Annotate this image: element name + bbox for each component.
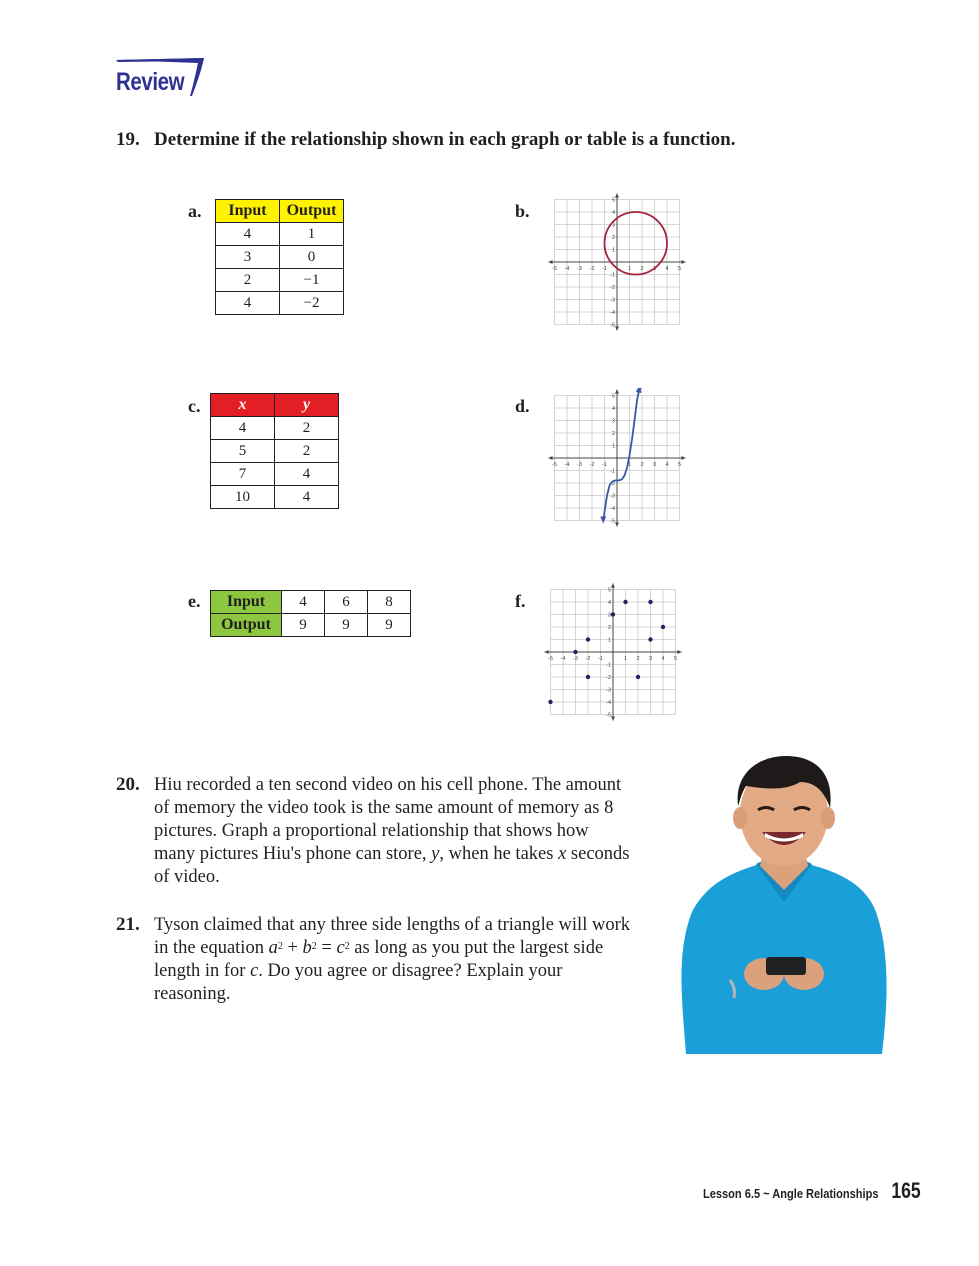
y-tick-label: 4 [611, 210, 615, 216]
table-header: x [211, 394, 275, 417]
x-tick-label: -2 [589, 462, 595, 468]
table-row [211, 417, 339, 440]
x-tick-label: -4 [560, 656, 566, 662]
scatter-point [648, 637, 652, 641]
table-cell: 3 [216, 246, 280, 269]
variable-c: c [336, 938, 345, 958]
x-tick-label: -2 [589, 266, 595, 272]
table-cell: 8 [368, 591, 411, 614]
y-tick-label: -5 [606, 712, 611, 719]
question-number: 21. [116, 914, 140, 935]
exponent: 2 [344, 941, 350, 952]
table-cell: 9 [368, 614, 411, 637]
x-tick-label: 2 [640, 266, 644, 272]
footer-lesson-title: Lesson 6.5 ~ Angle Relationships [702, 1186, 878, 1201]
table-row [211, 440, 339, 463]
x-tick-label: 1 [627, 266, 632, 272]
table-cell: 4 [211, 417, 275, 440]
question-text [154, 914, 634, 1006]
table-row [211, 591, 411, 614]
table-row [216, 223, 344, 246]
text-run: seconds of video. [154, 844, 630, 887]
x-tick-label: -1 [602, 462, 607, 468]
text-run: as long as you put the largest side length in for [154, 938, 604, 981]
table-cell: −1 [280, 269, 344, 292]
table-row [211, 486, 339, 509]
part-label-e: e. [188, 591, 201, 611]
table-cell: 4 [282, 591, 325, 614]
y-tick-label: 5 [607, 587, 611, 594]
graph-b-circle [544, 192, 690, 332]
table-cell: 2 [275, 417, 339, 440]
y-tick-label: 5 [611, 393, 615, 400]
y-tick-label: 3 [611, 222, 615, 229]
y-tick-label: 1 [611, 443, 615, 450]
table-cell: 10 [211, 486, 275, 509]
table-cell: 1 [280, 223, 344, 246]
scatter-point [586, 675, 590, 679]
y-tick-label: -3 [606, 687, 611, 694]
x-tick-label: 3 [652, 266, 657, 272]
y-tick-label: -5 [610, 518, 615, 525]
part-label-a: a. [188, 201, 202, 221]
scatter-point [611, 612, 615, 616]
y-tick-label: 1 [611, 247, 615, 254]
y-tick-label: 3 [611, 418, 615, 425]
scatter-point [636, 675, 640, 679]
table-row [216, 292, 344, 315]
operator: = [316, 938, 337, 958]
x-tick-label: 5 [673, 656, 678, 662]
scatter-point [573, 650, 577, 654]
table-cell: 4 [216, 223, 280, 246]
exponent: 2 [277, 941, 283, 952]
scatter-point [661, 625, 665, 629]
question-text [154, 774, 634, 889]
x-tick-label: -5 [552, 462, 557, 468]
curve-arrow-bottom [600, 517, 606, 524]
y-tick-label: -4 [610, 310, 615, 316]
table-header: Output [280, 200, 344, 223]
y-tick-label: -3 [610, 493, 615, 500]
text-run: Hiu recorded a ten second video on his cell phone. The amount of memory the video took is the same amount of memory as 8 pictures. Graph a proportional relationship that shows how many pictures Hiu's phone can store, [154, 775, 622, 864]
circle-series [605, 212, 668, 275]
y-tick-label: -2 [606, 675, 611, 681]
table-cell: 0 [280, 246, 344, 269]
variable-y: y [431, 844, 440, 864]
x-tick-label: -2 [585, 656, 591, 662]
x-tick-label: -5 [548, 656, 553, 662]
table-cell: 2 [275, 440, 339, 463]
table-header: Output [211, 614, 282, 637]
page-number: 165 [891, 1178, 921, 1203]
y-tick-label: -2 [610, 285, 615, 291]
table-row [211, 614, 411, 637]
text-run: Tyson claimed that any three side lengths of a triangle will work in the equation [154, 915, 630, 958]
variable-a: a [268, 938, 278, 958]
x-tick-label: -3 [577, 462, 582, 468]
y-tick-label: 2 [611, 431, 615, 437]
table-header: Input [216, 200, 280, 223]
question-text: Determine if the relationship shown in each graph or table is a function. [154, 129, 736, 150]
x-tick-label: 4 [665, 266, 669, 272]
y-tick-label: 3 [607, 612, 611, 619]
y-tick-label: -1 [610, 468, 615, 475]
table-cell: 5 [211, 440, 275, 463]
text-run: . Do you agree or disagree? Explain your reasoning. [154, 961, 563, 1004]
table-cell: 7 [211, 463, 275, 486]
boy-with-phone-photo [668, 752, 900, 1054]
operator: + [282, 938, 303, 958]
scatter-point [623, 600, 627, 604]
question-number: 20. [116, 774, 140, 795]
table-header: y [275, 394, 339, 417]
table-cell: 4 [275, 486, 339, 509]
graph-d-curve [544, 388, 690, 528]
x-tick-label: 4 [661, 656, 665, 662]
x-tick-label: -1 [602, 266, 607, 272]
x-tick-label: 2 [636, 656, 640, 662]
scatter-point [648, 600, 652, 604]
table-cell: 9 [282, 614, 325, 637]
x-tick-label: 2 [640, 462, 644, 468]
x-tick-label: 1 [623, 656, 628, 662]
y-tick-label: -4 [606, 700, 611, 706]
variable-b: b [302, 938, 312, 958]
x-tick-label: -1 [598, 656, 603, 662]
table-cell: 4 [216, 292, 280, 315]
xy-table-c [210, 393, 339, 509]
part-label-b: b. [515, 201, 530, 221]
x-tick-label: 3 [652, 462, 657, 468]
y-tick-label: 2 [611, 235, 615, 241]
x-tick-label: -5 [552, 266, 557, 272]
y-tick-label: -1 [610, 272, 615, 279]
table-row [211, 463, 339, 486]
variable-x: x [558, 844, 567, 864]
y-tick-label: -5 [610, 322, 615, 329]
scatter-point [548, 700, 552, 704]
question-number: 19. [116, 129, 140, 150]
part-label-f: f. [515, 591, 526, 611]
x-tick-label: 3 [648, 656, 653, 662]
x-tick-label: -3 [577, 266, 582, 272]
exponent: 2 [311, 941, 317, 952]
y-tick-label: 1 [607, 637, 611, 644]
table-row [216, 246, 344, 269]
table-cell: 6 [325, 591, 368, 614]
text-run: , when he takes [439, 844, 559, 864]
section-title: Review [116, 68, 185, 96]
y-tick-label: -1 [606, 662, 611, 669]
scatter-point [586, 637, 590, 641]
input-output-table-e [210, 590, 411, 637]
table-header: Input [211, 591, 282, 614]
x-tick-label: 4 [665, 462, 669, 468]
x-tick-label: 5 [677, 266, 682, 272]
part-label-d: d. [515, 396, 530, 416]
x-tick-label: -3 [573, 656, 578, 662]
variable-c: c [250, 961, 259, 981]
table-cell: 4 [275, 463, 339, 486]
x-tick-label: -4 [564, 266, 570, 272]
x-tick-label: -4 [564, 462, 570, 468]
graph-f-scatter [540, 582, 686, 722]
table-cell: 2 [216, 269, 280, 292]
y-tick-label: 2 [607, 625, 611, 631]
x-tick-label: 1 [627, 462, 632, 468]
part-label-c: c. [188, 396, 201, 416]
y-tick-label: -4 [610, 506, 615, 512]
input-output-table-a [215, 199, 344, 315]
x-tick-label: 5 [677, 462, 682, 468]
y-tick-label: 5 [611, 197, 615, 204]
y-tick-label: 4 [611, 406, 615, 412]
table-cell: −2 [280, 292, 344, 315]
table-cell: 9 [325, 614, 368, 637]
table-row [216, 269, 344, 292]
y-tick-label: -3 [610, 297, 615, 304]
y-tick-label: 4 [607, 600, 611, 606]
y-tick-label: -2 [610, 481, 615, 487]
